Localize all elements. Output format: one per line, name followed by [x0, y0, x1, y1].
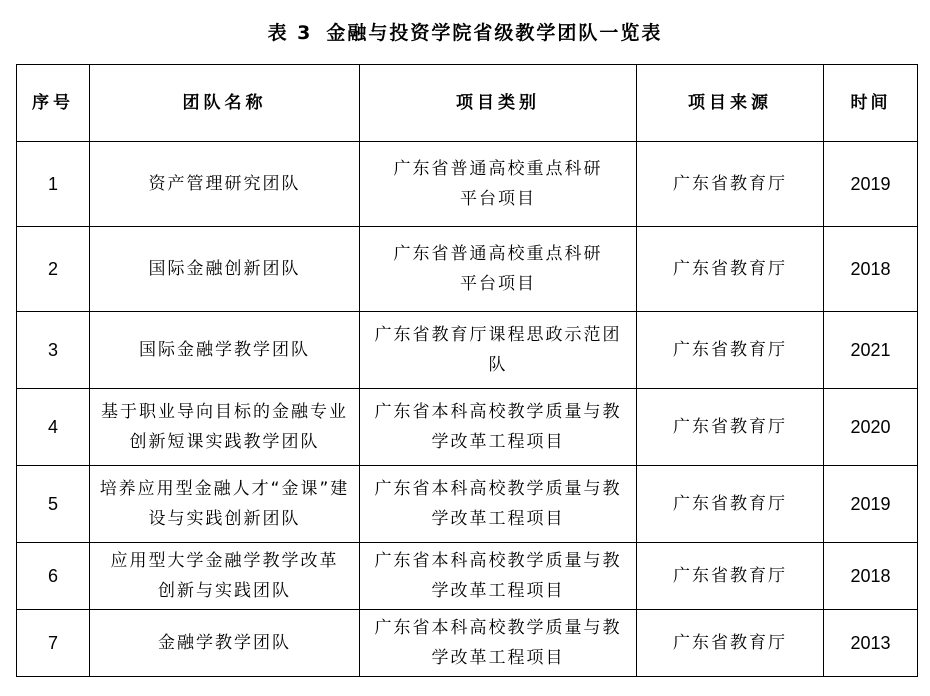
cell-source: 广东省教育厅: [637, 142, 824, 227]
table-row: [17, 142, 918, 227]
table-row: [17, 543, 918, 610]
cell-no: 4: [17, 389, 90, 466]
cell-category: 广东省普通高校重点科研平台项目: [360, 142, 637, 227]
table-row: [17, 227, 918, 312]
cell-year: 2013: [824, 610, 918, 677]
cell-source: 广东省教育厅: [637, 227, 824, 312]
cell-source: 广东省教育厅: [637, 312, 824, 389]
header-no: 序号: [17, 65, 90, 142]
document-title: [0, 18, 930, 45]
cell-category: 广东省本科高校教学质量与教学改革工程项目: [360, 610, 637, 677]
cell-year: 2020: [824, 389, 918, 466]
cell-source: 广东省教育厅: [637, 610, 824, 677]
cell-team-name: 基于职业导向目标的金融专业创新短课实践教学团队: [90, 389, 360, 466]
cell-team-name: 国际金融创新团队: [90, 227, 360, 312]
cell-source: 广东省教育厅: [637, 543, 824, 610]
header-year: 时间: [824, 65, 918, 142]
table-row: [17, 389, 918, 466]
cell-year: 2019: [824, 466, 918, 543]
cell-source: 广东省教育厅: [637, 466, 824, 543]
table-title: 金融与投资学院省级教学团队一览表: [326, 22, 663, 44]
teams-table: [16, 64, 918, 677]
cell-team-name: 应用型大学金融学教学改革创新与实践团队: [90, 543, 360, 610]
cell-year: 2018: [824, 227, 918, 312]
cell-team-name: 国际金融学教学团队: [90, 312, 360, 389]
cell-category: 广东省教育厅课程思政示范团队: [360, 312, 637, 389]
cell-team-name: 资产管理研究团队: [90, 142, 360, 227]
cell-year: 2021: [824, 312, 918, 389]
table-row: [17, 466, 918, 543]
header-team-name: 团队名称: [90, 65, 360, 142]
cell-no: 6: [17, 543, 90, 610]
cell-category: 广东省普通高校重点科研平台项目: [360, 227, 637, 312]
table-header-row: [17, 65, 918, 142]
cell-no: 1: [17, 142, 90, 227]
cell-no: 2: [17, 227, 90, 312]
header-source: 项目来源: [637, 65, 824, 142]
cell-no: 7: [17, 610, 90, 677]
cell-category: 广东省本科高校教学质量与教学改革工程项目: [360, 466, 637, 543]
cell-no: 3: [17, 312, 90, 389]
cell-year: 2018: [824, 543, 918, 610]
table-row: [17, 312, 918, 389]
cell-category: 广东省本科高校教学质量与教学改革工程项目: [360, 389, 637, 466]
cell-team-name: 培养应用型金融人才“金课”建设与实践创新团队: [90, 466, 360, 543]
cell-no: 5: [17, 466, 90, 543]
table-number: 表 3: [267, 22, 313, 44]
cell-year: 2019: [824, 142, 918, 227]
cell-category: 广东省本科高校教学质量与教学改革工程项目: [360, 543, 637, 610]
header-category: 项目类别: [360, 65, 637, 142]
cell-team-name: 金融学教学团队: [90, 610, 360, 677]
cell-source: 广东省教育厅: [637, 389, 824, 466]
table-row: [17, 610, 918, 677]
